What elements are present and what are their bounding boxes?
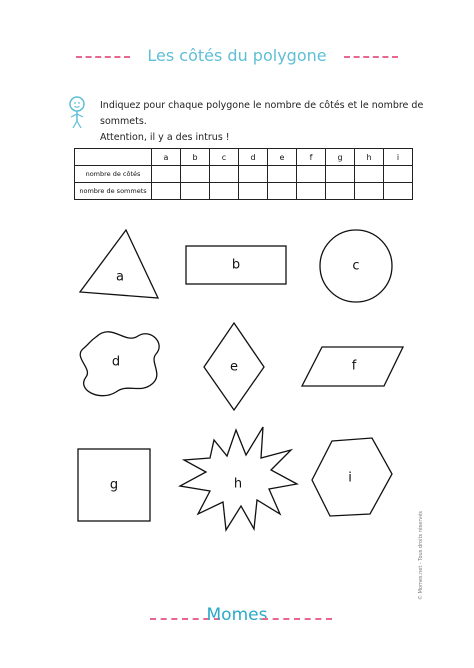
shape-triangle — [80, 230, 158, 298]
column-header-h: h — [355, 149, 384, 166]
column-header-d: d — [239, 149, 268, 166]
shape-label-c: c — [352, 258, 360, 274]
copyright-notice: © Momes.net - Tous droits réservés — [418, 510, 424, 600]
column-header-b: b — [181, 149, 210, 166]
column-header-e: e — [268, 149, 297, 166]
shape-label-i: i — [348, 470, 352, 486]
page-title: Les côtés du polygone — [147, 46, 327, 65]
shape-label-e: e — [230, 359, 238, 375]
column-header-g: g — [326, 149, 355, 166]
shape-hexagon — [312, 438, 392, 516]
momes-logo[interactable]: Momes — [206, 605, 268, 625]
shape-label-b: b — [231, 257, 241, 273]
shape-label-a: a — [116, 269, 124, 285]
shape-label-d: d — [111, 354, 121, 370]
shape-label-h: h — [233, 476, 243, 492]
column-header-i: i — [384, 149, 413, 166]
instructions-line-2: Attention, il y a des intrus ! — [100, 132, 230, 143]
row-label-vertices: nombre de sommets — [75, 183, 152, 200]
row-label-sides: nombre de côtés — [75, 166, 152, 183]
column-header-c: c — [210, 149, 239, 166]
column-header-a: a — [152, 149, 181, 166]
column-header-f: f — [297, 149, 326, 166]
footer-dashes-right — [262, 618, 332, 620]
shape-label-f: f — [351, 358, 357, 374]
instructions-line-1: Indiquez pour chaque polygone le nombre de côtés et le nombre de sommets. — [100, 100, 424, 127]
shape-label-g: g — [109, 477, 119, 493]
